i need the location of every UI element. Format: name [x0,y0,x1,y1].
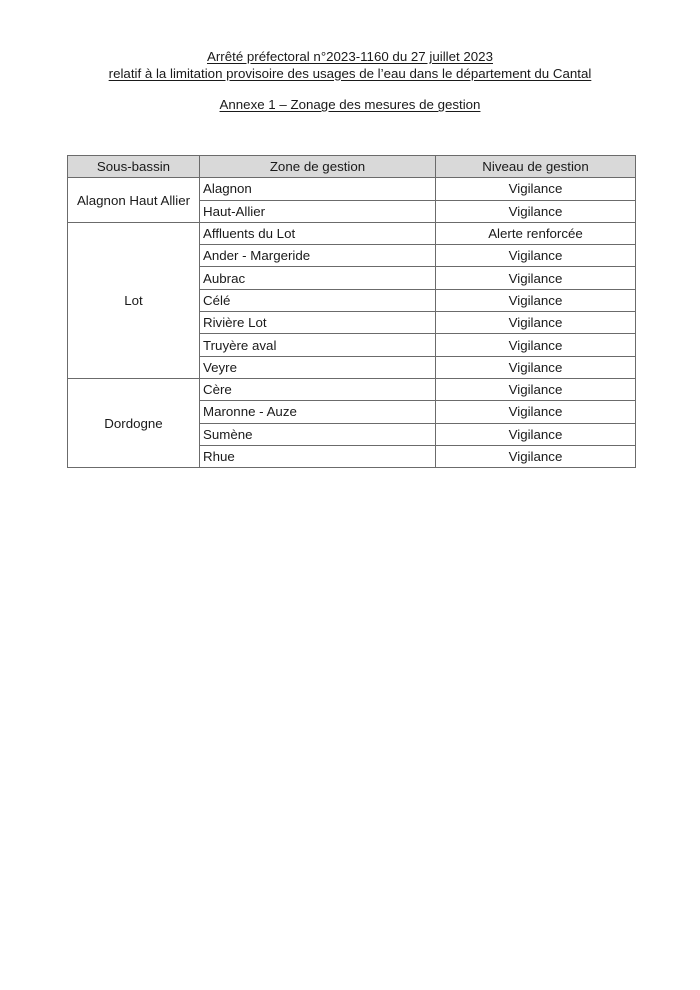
decree-subtitle: relatif à la limitation provisoire des usages de l’eau dans le département du Cantal [108,65,592,81]
zone-cell: Célé [200,289,436,311]
zone-cell: Rhue [200,445,436,467]
zone-cell: Aubrac [200,267,436,289]
niveau-cell: Vigilance [436,423,636,445]
zone-cell: Truyère aval [200,334,436,356]
zone-cell: Alagnon [200,178,436,200]
niveau-cell: Vigilance [436,334,636,356]
niveau-cell: Vigilance [436,401,636,423]
zoning-table [67,155,636,468]
table-row [68,222,636,244]
zone-cell: Maronne - Auze [200,401,436,423]
niveau-cell: Vigilance [436,289,636,311]
sous-bassin-cell: Alagnon Haut Allier [68,178,200,223]
decree-title: Arrêté préfectoral n°2023-1160 du 27 juillet 2023 [207,49,493,64]
zone-cell: Sumène [200,423,436,445]
zone-cell: Affluents du Lot [200,222,436,244]
zone-cell: Ander - Margeride [200,245,436,267]
niveau-cell: Vigilance [436,267,636,289]
niveau-cell: Vigilance [436,245,636,267]
niveau-cell: Alerte renforcée [436,222,636,244]
table-header-row [68,156,636,178]
column-header-sous-bassin: Sous-bassin [68,156,200,178]
niveau-cell: Vigilance [436,200,636,222]
zone-cell: Rivière Lot [200,312,436,334]
niveau-cell: Vigilance [436,445,636,467]
column-header-zone: Zone de gestion [200,156,436,178]
niveau-cell: Vigilance [436,178,636,200]
sous-bassin-cell: Lot [68,222,200,378]
zone-cell: Cère [200,378,436,400]
annex-title: Annexe 1 – Zonage des mesures de gestion [219,97,481,112]
column-header-niveau: Niveau de gestion [436,156,636,178]
zone-cell: Veyre [200,356,436,378]
zone-cell: Haut-Allier [200,200,436,222]
document-header [0,49,700,82]
niveau-cell: Vigilance [436,312,636,334]
niveau-cell: Vigilance [436,356,636,378]
table-row [68,378,636,400]
niveau-cell: Vigilance [436,378,636,400]
table-row [68,178,636,200]
sous-bassin-cell: Dordogne [68,378,200,467]
